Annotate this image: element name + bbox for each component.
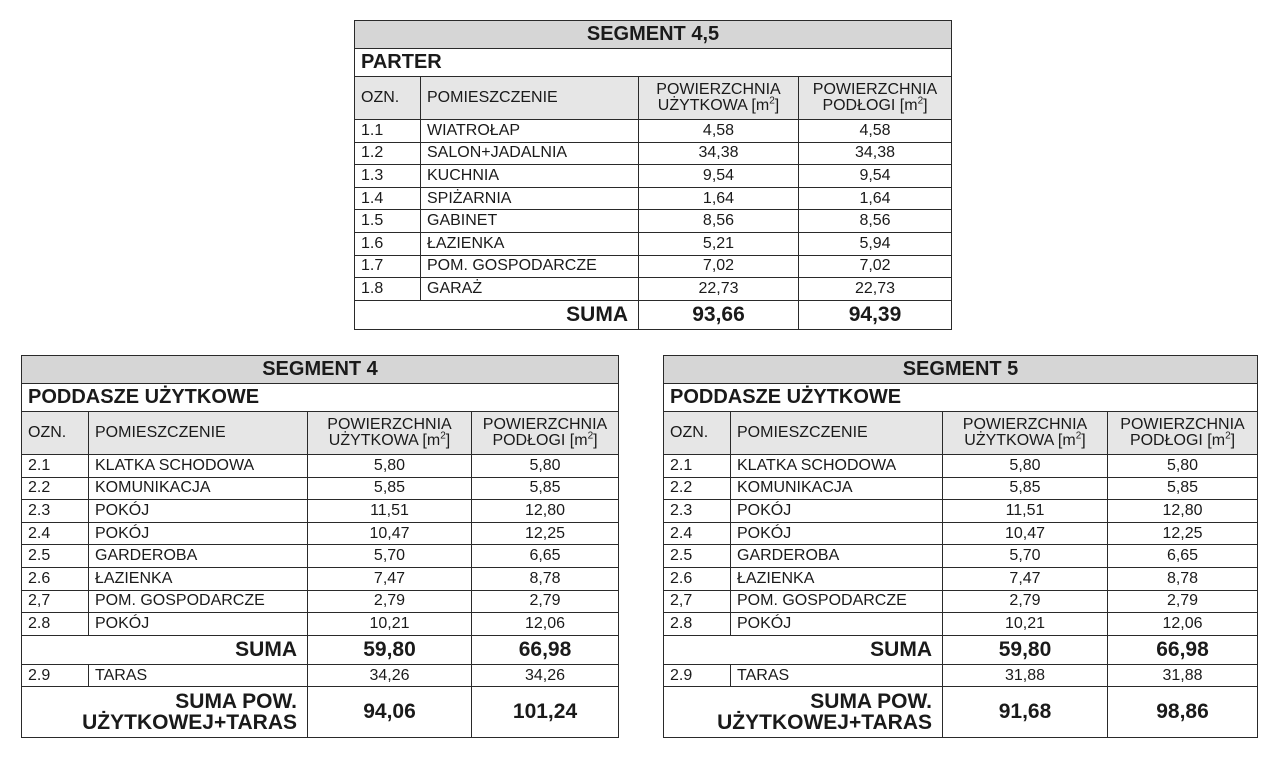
terrace-id: 2.9 [664, 664, 731, 687]
row-floor: 5,85 [472, 477, 619, 500]
row-floor: 8,56 [799, 210, 952, 233]
row-room: POKÓJ [89, 613, 308, 636]
col-usable-header: POWIERZCHNIA UŻYTKOWA $[m^2]$ [943, 412, 1108, 455]
row-room: ŁAZIENKA [421, 232, 639, 255]
sum-usable: 59,80 [308, 635, 472, 664]
row-floor: 5,80 [1108, 455, 1258, 478]
table-title: SEGMENT 5 [664, 356, 1258, 384]
terrace-id: 2.9 [22, 664, 89, 687]
row-room: GARAŻ [421, 278, 639, 301]
row-floor: 12,80 [472, 500, 619, 523]
col-room-header: POMIESZCZENIE [731, 412, 943, 455]
row-usable: 7,02 [639, 255, 799, 278]
header-row [355, 77, 952, 120]
table-title: SEGMENT 4,5 [355, 21, 952, 49]
total-usable: 94,06 [308, 687, 472, 738]
terrace-usable: 34,26 [308, 664, 472, 687]
row-room: KLATKA SCHODOWA [89, 455, 308, 478]
row-room: POKÓJ [731, 522, 943, 545]
row-room: ŁAZIENKA [89, 567, 308, 590]
col-id-header: OZN. [664, 412, 731, 455]
col-floor-header: POWIERZCHNIA PODŁOGI $[m^2]$ [1108, 412, 1258, 455]
row-floor: 12,25 [1108, 522, 1258, 545]
row-usable: 10,21 [308, 613, 472, 636]
row-usable: 1,64 [639, 187, 799, 210]
row-floor: 8,78 [472, 567, 619, 590]
row-room: POM. GOSPODARCZE [421, 255, 639, 278]
table-title: SEGMENT 4 [22, 356, 619, 384]
terrace-usable: 31,88 [943, 664, 1108, 687]
table-row [355, 232, 952, 255]
row-floor: 5,80 [472, 455, 619, 478]
row-id: 1.1 [355, 120, 421, 143]
row-floor: 12,25 [472, 522, 619, 545]
floor-name: PODDASZE UŻYTKOWE [664, 384, 1258, 412]
col-usable-header: POWIERZCHNIA UŻYTKOWA $[m^2]$ [639, 77, 799, 120]
sum-floor: 94,39 [799, 300, 952, 329]
row-usable: 34,38 [639, 142, 799, 165]
row-id: 1.3 [355, 165, 421, 188]
sum-usable: 59,80 [943, 635, 1108, 664]
table-row [22, 567, 619, 590]
row-id: 2.2 [22, 477, 89, 500]
row-floor: 2,79 [472, 590, 619, 613]
row-id: 2.1 [22, 455, 89, 478]
table-row [355, 210, 952, 233]
table-row [22, 613, 619, 636]
row-room: SALON+JADALNIA [421, 142, 639, 165]
row-room: WIATROŁAP [421, 120, 639, 143]
row-room: POKÓJ [731, 500, 943, 523]
row-room: GARDEROBA [731, 545, 943, 568]
col-floor-header: POWIERZCHNIA PODŁOGI $[m^2]$ [472, 412, 619, 455]
table-row [664, 477, 1258, 500]
row-room: KLATKA SCHODOWA [731, 455, 943, 478]
table-row [664, 455, 1258, 478]
row-room: ŁAZIENKA [731, 567, 943, 590]
row-usable: 5,70 [308, 545, 472, 568]
row-usable: 10,21 [943, 613, 1108, 636]
table-row [355, 278, 952, 301]
row-floor: 22,73 [799, 278, 952, 301]
table-row [22, 477, 619, 500]
row-room: SPIŻARNIA [421, 187, 639, 210]
row-floor: 1,64 [799, 187, 952, 210]
terrace-row [22, 664, 619, 687]
row-floor: 7,02 [799, 255, 952, 278]
table-row [355, 255, 952, 278]
table-row [664, 500, 1258, 523]
row-id: 2.4 [22, 522, 89, 545]
header-row [22, 412, 619, 455]
col-room-header: POMIESZCZENIE [421, 77, 639, 120]
row-id: 2.5 [664, 545, 731, 568]
row-floor: 12,06 [1108, 613, 1258, 636]
row-id: 2.3 [664, 500, 731, 523]
sum-row [22, 635, 619, 664]
table-row [22, 455, 619, 478]
table-row [355, 120, 952, 143]
sum-label: SUMA [664, 635, 943, 664]
row-id: 2,7 [664, 590, 731, 613]
terrace-floor: 34,26 [472, 664, 619, 687]
row-id: 2,7 [22, 590, 89, 613]
row-id: 1.7 [355, 255, 421, 278]
table-row [22, 590, 619, 613]
row-id: 1.8 [355, 278, 421, 301]
row-usable: 22,73 [639, 278, 799, 301]
row-floor: 5,94 [799, 232, 952, 255]
row-usable: 5,85 [308, 477, 472, 500]
floor-name: PARTER [355, 49, 952, 77]
row-id: 2.3 [22, 500, 89, 523]
row-id: 1.5 [355, 210, 421, 233]
sum-row [664, 635, 1258, 664]
segment-45-table [354, 20, 952, 330]
row-room: POM. GOSPODARCZE [731, 590, 943, 613]
table-row [664, 545, 1258, 568]
row-room: KUCHNIA [421, 165, 639, 188]
total-row [664, 687, 1258, 738]
total-floor: 101,24 [472, 687, 619, 738]
total-label: SUMA POW. UŻYTKOWEJ+TARAS [22, 687, 308, 738]
terrace-floor: 31,88 [1108, 664, 1258, 687]
header-row [664, 412, 1258, 455]
floor-name: PODDASZE UŻYTKOWE [22, 384, 619, 412]
col-floor-header: POWIERZCHNIA PODŁOGI $[m^2]$ [799, 77, 952, 120]
row-floor: 6,65 [1108, 545, 1258, 568]
row-usable: 5,80 [308, 455, 472, 478]
row-id: 2.8 [22, 613, 89, 636]
row-usable: 8,56 [639, 210, 799, 233]
row-usable: 5,70 [943, 545, 1108, 568]
table-row [355, 165, 952, 188]
sum-row [355, 300, 952, 329]
terrace-row [664, 664, 1258, 687]
row-room: GARDEROBA [89, 545, 308, 568]
row-usable: 7,47 [308, 567, 472, 590]
table-row [664, 567, 1258, 590]
table-row [22, 545, 619, 568]
sum-label: SUMA [22, 635, 308, 664]
table-row [22, 500, 619, 523]
sum-floor: 66,98 [472, 635, 619, 664]
row-floor: 8,78 [1108, 567, 1258, 590]
col-id-header: OZN. [355, 77, 421, 120]
row-id: 2.6 [664, 567, 731, 590]
row-id: 2.5 [22, 545, 89, 568]
row-floor: 6,65 [472, 545, 619, 568]
row-usable: 5,21 [639, 232, 799, 255]
table-row [664, 522, 1258, 545]
row-floor: 12,80 [1108, 500, 1258, 523]
total-floor: 98,86 [1108, 687, 1258, 738]
row-floor: 9,54 [799, 165, 952, 188]
table-row [355, 142, 952, 165]
row-floor: 2,79 [1108, 590, 1258, 613]
row-room: KOMUNIKACJA [89, 477, 308, 500]
row-usable: 2,79 [308, 590, 472, 613]
row-floor: 5,85 [1108, 477, 1258, 500]
row-usable: 2,79 [943, 590, 1108, 613]
row-room: POKÓJ [89, 522, 308, 545]
row-id: 2.2 [664, 477, 731, 500]
sum-label: SUMA [355, 300, 639, 329]
segment-5-table [663, 355, 1258, 738]
terrace-room: TARAS [89, 664, 308, 687]
row-room: GABINET [421, 210, 639, 233]
row-id: 2.6 [22, 567, 89, 590]
row-usable: 5,80 [943, 455, 1108, 478]
row-id: 1.2 [355, 142, 421, 165]
total-row [22, 687, 619, 738]
total-label: SUMA POW. UŻYTKOWEJ+TARAS [664, 687, 943, 738]
table-row [355, 187, 952, 210]
row-room: KOMUNIKACJA [731, 477, 943, 500]
sum-usable: 93,66 [639, 300, 799, 329]
row-usable: 10,47 [943, 522, 1108, 545]
col-id-header: OZN. [22, 412, 89, 455]
terrace-room: TARAS [731, 664, 943, 687]
col-usable-header: POWIERZCHNIA UŻYTKOWA $[m^2]$ [308, 412, 472, 455]
row-room: POKÓJ [89, 500, 308, 523]
segment-4-table [21, 355, 619, 738]
row-usable: 7,47 [943, 567, 1108, 590]
row-floor: 34,38 [799, 142, 952, 165]
table-row [664, 590, 1258, 613]
table-row [22, 522, 619, 545]
sum-floor: 66,98 [1108, 635, 1258, 664]
row-usable: 5,85 [943, 477, 1108, 500]
row-usable: 11,51 [943, 500, 1108, 523]
row-id: 2.4 [664, 522, 731, 545]
row-floor: 4,58 [799, 120, 952, 143]
row-room: POM. GOSPODARCZE [89, 590, 308, 613]
row-usable: 11,51 [308, 500, 472, 523]
row-floor: 12,06 [472, 613, 619, 636]
row-room: POKÓJ [731, 613, 943, 636]
table-row [664, 613, 1258, 636]
total-usable: 91,68 [943, 687, 1108, 738]
col-room-header: POMIESZCZENIE [89, 412, 308, 455]
row-id: 2.8 [664, 613, 731, 636]
row-usable: 10,47 [308, 522, 472, 545]
row-id: 1.6 [355, 232, 421, 255]
row-id: 1.4 [355, 187, 421, 210]
row-usable: 4,58 [639, 120, 799, 143]
row-id: 2.1 [664, 455, 731, 478]
row-usable: 9,54 [639, 165, 799, 188]
